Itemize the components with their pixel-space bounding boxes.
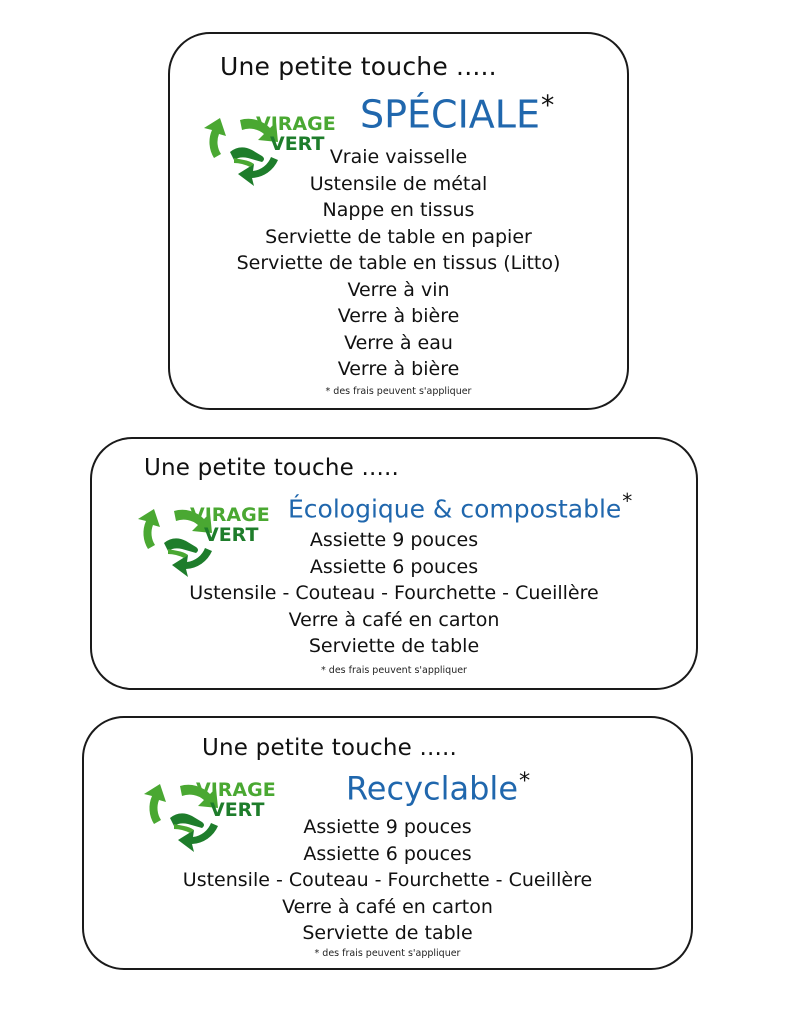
list-item: Assiette 9 pouces bbox=[309, 529, 479, 551]
logo-word-virage: VIRAGE bbox=[196, 779, 276, 801]
heading-text: Recyclable bbox=[346, 769, 518, 808]
list-item: Assiette 6 pouces bbox=[303, 842, 472, 865]
card-recyclable bbox=[82, 716, 693, 970]
logo-word-vert: VERT bbox=[270, 133, 325, 155]
asterisk: * bbox=[540, 90, 555, 121]
item-list bbox=[84, 814, 691, 947]
list-item: Verre à bière bbox=[337, 305, 460, 327]
card-heading bbox=[288, 489, 632, 523]
card-intro: Une petite touche ..... bbox=[202, 735, 458, 761]
heading-text: Écologique & compostable bbox=[288, 494, 622, 524]
logo-word-vert: VERT bbox=[204, 524, 259, 546]
list-item: Verre à café en carton bbox=[288, 608, 500, 631]
item-list bbox=[170, 144, 627, 383]
list-item: Serviette de table bbox=[302, 922, 473, 944]
list-item: Serviette de table bbox=[308, 635, 480, 657]
list-item: Serviette de table en tissus (Litto) bbox=[236, 252, 561, 274]
list-item: Vraie vaisselle bbox=[329, 146, 468, 168]
list-item: Verre à vin bbox=[347, 278, 450, 301]
logo-word-virage: VIRAGE bbox=[256, 113, 336, 135]
list-item: Ustensile de métal bbox=[309, 172, 488, 195]
logo-word-vert: VERT bbox=[210, 799, 265, 821]
card-heading bbox=[360, 90, 554, 137]
list-item: Assiette 6 pouces bbox=[309, 555, 479, 578]
card-intro: Une petite touche ..... bbox=[144, 455, 400, 481]
fees-note: * des frais peuvent s'appliquer bbox=[325, 386, 472, 397]
list-item: Nappe en tissus bbox=[322, 199, 475, 221]
asterisk: * bbox=[622, 489, 633, 513]
card-intro: Une petite touche ..... bbox=[220, 52, 497, 81]
list-item: Serviette de table en papier bbox=[265, 225, 532, 248]
item-list bbox=[92, 527, 696, 660]
list-item: Ustensile - Couteau - Fourchette - Cueillère bbox=[189, 582, 599, 604]
list-item: Assiette 9 pouces bbox=[303, 816, 472, 838]
list-item: Verre à eau bbox=[344, 331, 453, 354]
fees-note: * des frais peuvent s'appliquer bbox=[314, 948, 461, 959]
logo-word-virage: VIRAGE bbox=[190, 504, 270, 526]
asterisk: * bbox=[519, 768, 531, 794]
heading-text: SPÉCIALE bbox=[360, 92, 540, 137]
list-item: Verre à bière bbox=[337, 358, 460, 380]
card-heading bbox=[346, 768, 530, 808]
fees-note: * des frais peuvent s'appliquer bbox=[321, 665, 467, 676]
list-item: Verre à café en carton bbox=[282, 895, 493, 918]
card-ecologique bbox=[90, 437, 698, 690]
list-item: Ustensile - Couteau - Fourchette - Cueillère bbox=[182, 869, 593, 891]
card-speciale bbox=[168, 32, 629, 410]
